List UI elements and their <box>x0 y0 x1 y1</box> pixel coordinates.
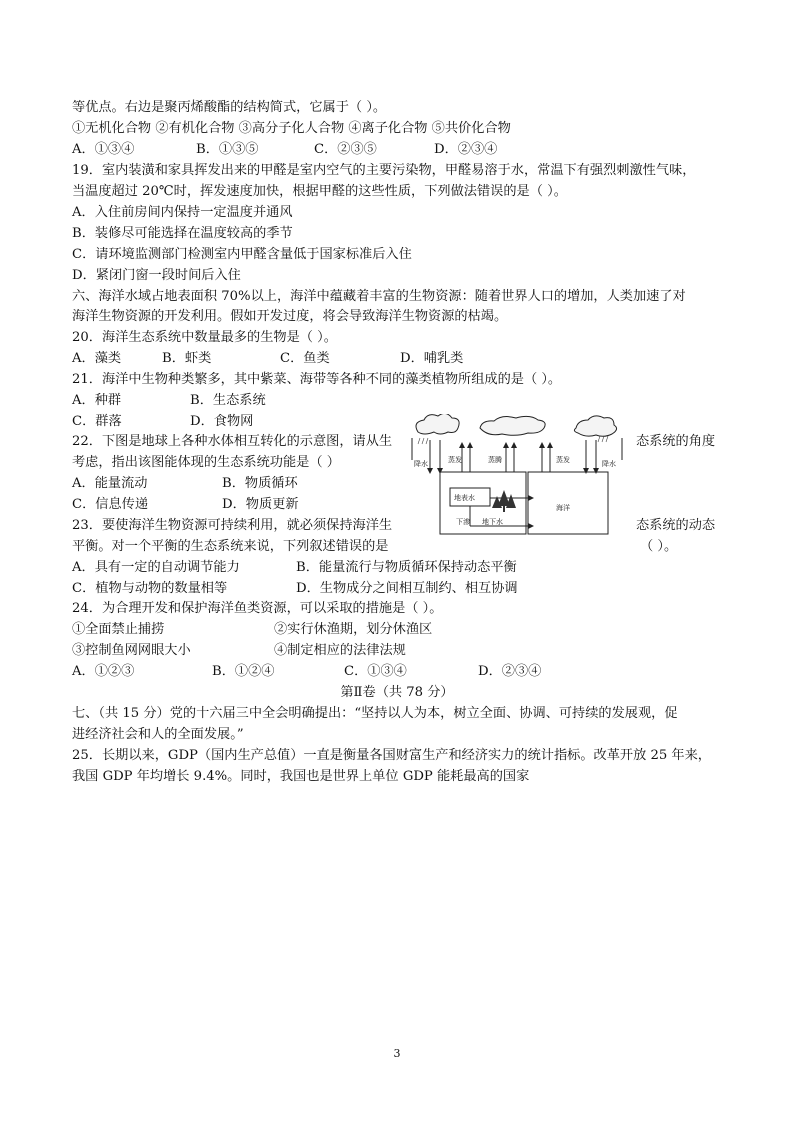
q21-option-d: D．食物网 <box>190 414 254 429</box>
option-b: B．虾类 <box>162 351 212 366</box>
part-two-heading: 第Ⅱ卷（共 78 分） <box>340 685 454 700</box>
q19-stem-1: 19．室内装潢和家具挥发出来的甲醛是室内空气的主要污染物，甲醛易溶于水，常温下有强烈刺激性气味， <box>72 163 696 178</box>
q18-choices: ①无机化合物 ②有机化合物 ③高分子化人合物 ④离子化合物 ⑤共价化合物 <box>72 121 511 136</box>
q23-option-b: B．能量流行与物质循环保持动态平衡 <box>296 560 517 575</box>
label-transpiration: 蒸腾 <box>488 456 502 464</box>
option-a: A．藻类 <box>72 351 122 366</box>
label-precip-left: 降水 <box>414 460 428 468</box>
section6-intro-2: 海洋生物资源的开发利用。假如开发过度，将会导致海洋生物资源的枯竭。 <box>72 309 508 324</box>
q21-option-a: A．种群 <box>72 393 122 408</box>
q22-option-b: B．物质循环 <box>222 476 298 491</box>
q25-stem-1: 25．长期以来，GDP（国内生产总值）一直是衡量各国财富生产和经济实力的统计指标。改革开放 25 年来， <box>72 748 711 763</box>
option-b: B．①③⑤ <box>196 142 259 157</box>
q21-option-b: B．生态系统 <box>190 393 266 408</box>
q18-text: 等优点。右边是聚丙烯酸酯的结构简式，它属于（ ）。 <box>72 100 387 115</box>
option-d: D．哺乳类 <box>400 351 464 366</box>
section7-intro-1: 七、（共 15 分）党的十六届三中全会明确提出：“坚持以人为本，树立全面、协调、可持续的发展观，促 <box>72 706 678 721</box>
option-c: C．②③⑤ <box>314 142 377 157</box>
q24-option-d: D．②③④ <box>478 664 542 679</box>
q23-stem-2: 平衡。对一个平衡的生态系统来说，下列叙述错误的是 <box>72 539 389 554</box>
q24-option-b: B．①②④ <box>212 664 275 679</box>
section7-intro-2: 进经济社会和人的全面发展。” <box>72 727 244 742</box>
page-number: 3 <box>393 1047 401 1060</box>
label-infiltration: 下渗 <box>456 518 470 526</box>
q19-option-a: A．入住前房间内保持一定温度并通风 <box>72 205 293 220</box>
q19-option-c: C．请环境监测部门检测室内甲醛含量低于国家标准后入住 <box>72 247 412 262</box>
label-precip-right: 降水 <box>602 460 616 468</box>
q22-stem-2: 考虑，指出该图能体现的生态系统功能是（ ） <box>72 455 340 470</box>
water-cycle-diagram <box>410 414 624 546</box>
option-a: A．①③④ <box>72 142 135 157</box>
q22-option-c: C．信息传递 <box>72 497 149 512</box>
trees-icon <box>492 490 516 512</box>
section6-intro-1: 六、海洋水域占地表面积 70%以上，海洋中蕴藏着丰富的生物资源：随着世界人口的增加，人类加速了对 <box>72 289 686 304</box>
q22-stem-1-right: 态系统的角度 <box>636 434 716 449</box>
option-c: C．鱼类 <box>280 351 330 366</box>
cloud-left <box>416 414 459 434</box>
label-groundwater: 地下水 <box>482 518 503 526</box>
q21-stem: 21．海洋中生物种类繁多，其中紫菜、海带等各种不同的藻类植物所组成的是（ ）。 <box>72 372 562 387</box>
q21-option-c: C．群落 <box>72 414 122 429</box>
label-surface-water: 地表水 <box>454 494 475 502</box>
q24-measure-1: ①全面禁止捕捞 <box>72 622 165 637</box>
q24-measure-2: ②实行休渔期，划分休渔区 <box>274 622 433 637</box>
cloud-right <box>574 416 616 436</box>
q22-stem-1: 22．下图是地球上各种水体相互转化的示意图，请从生 <box>72 434 393 449</box>
cloud-middle <box>480 416 545 435</box>
q24-measure-3: ③控制鱼网网眼大小 <box>72 643 191 658</box>
q22-option-d: D．物质更新 <box>222 497 299 512</box>
option-d: D．②③④ <box>434 142 498 157</box>
q24-option-a: A．①②③ <box>72 664 135 679</box>
q24-option-c: C．①③④ <box>344 664 407 679</box>
q23-stem-2-right: （ ）。 <box>640 539 678 554</box>
q23-option-a: A．具有一定的自动调节能力 <box>72 560 240 575</box>
q23-stem-1-right: 态系统的动态 <box>636 518 716 533</box>
ocean-box <box>528 472 608 534</box>
q23-option-d: D．生物成分之间相互制约、相互协调 <box>296 581 518 596</box>
q19-option-b: B．装修尽可能选择在温度较高的季节 <box>72 226 293 241</box>
q23-option-c: C．植物与动物的数量相等 <box>72 581 228 596</box>
q19-stem-2: 当温度超过 20℃时，挥发速度加快，根据甲醛的这些性质，下列做法错误的是（ ）。 <box>72 184 567 199</box>
q24-stem: 24．为合理开发和保护海洋鱼类资源，可以采取的措施是（ ）。 <box>72 601 443 616</box>
q20-stem: 20．海洋生态系统中数量最多的生物是（ ）。 <box>72 330 337 345</box>
label-evap-left: 蒸发 <box>448 456 462 464</box>
q19-option-d: D．紧闭门窗一段时间后入住 <box>72 268 241 283</box>
q23-stem-1: 23．要使海洋生物资源可持续利用，就必须保持海洋生 <box>72 518 393 533</box>
q24-measure-4: ④制定相应的法律法规 <box>274 643 406 658</box>
q22-option-a: A．能量流动 <box>72 476 148 491</box>
label-evap-right: 蒸发 <box>556 456 570 464</box>
q25-stem-2: 我国 GDP 年均增长 9.4%。同时，我国也是世界上单位 GDP 能耗最高的国家 <box>72 769 530 784</box>
label-ocean: 海洋 <box>556 504 570 512</box>
